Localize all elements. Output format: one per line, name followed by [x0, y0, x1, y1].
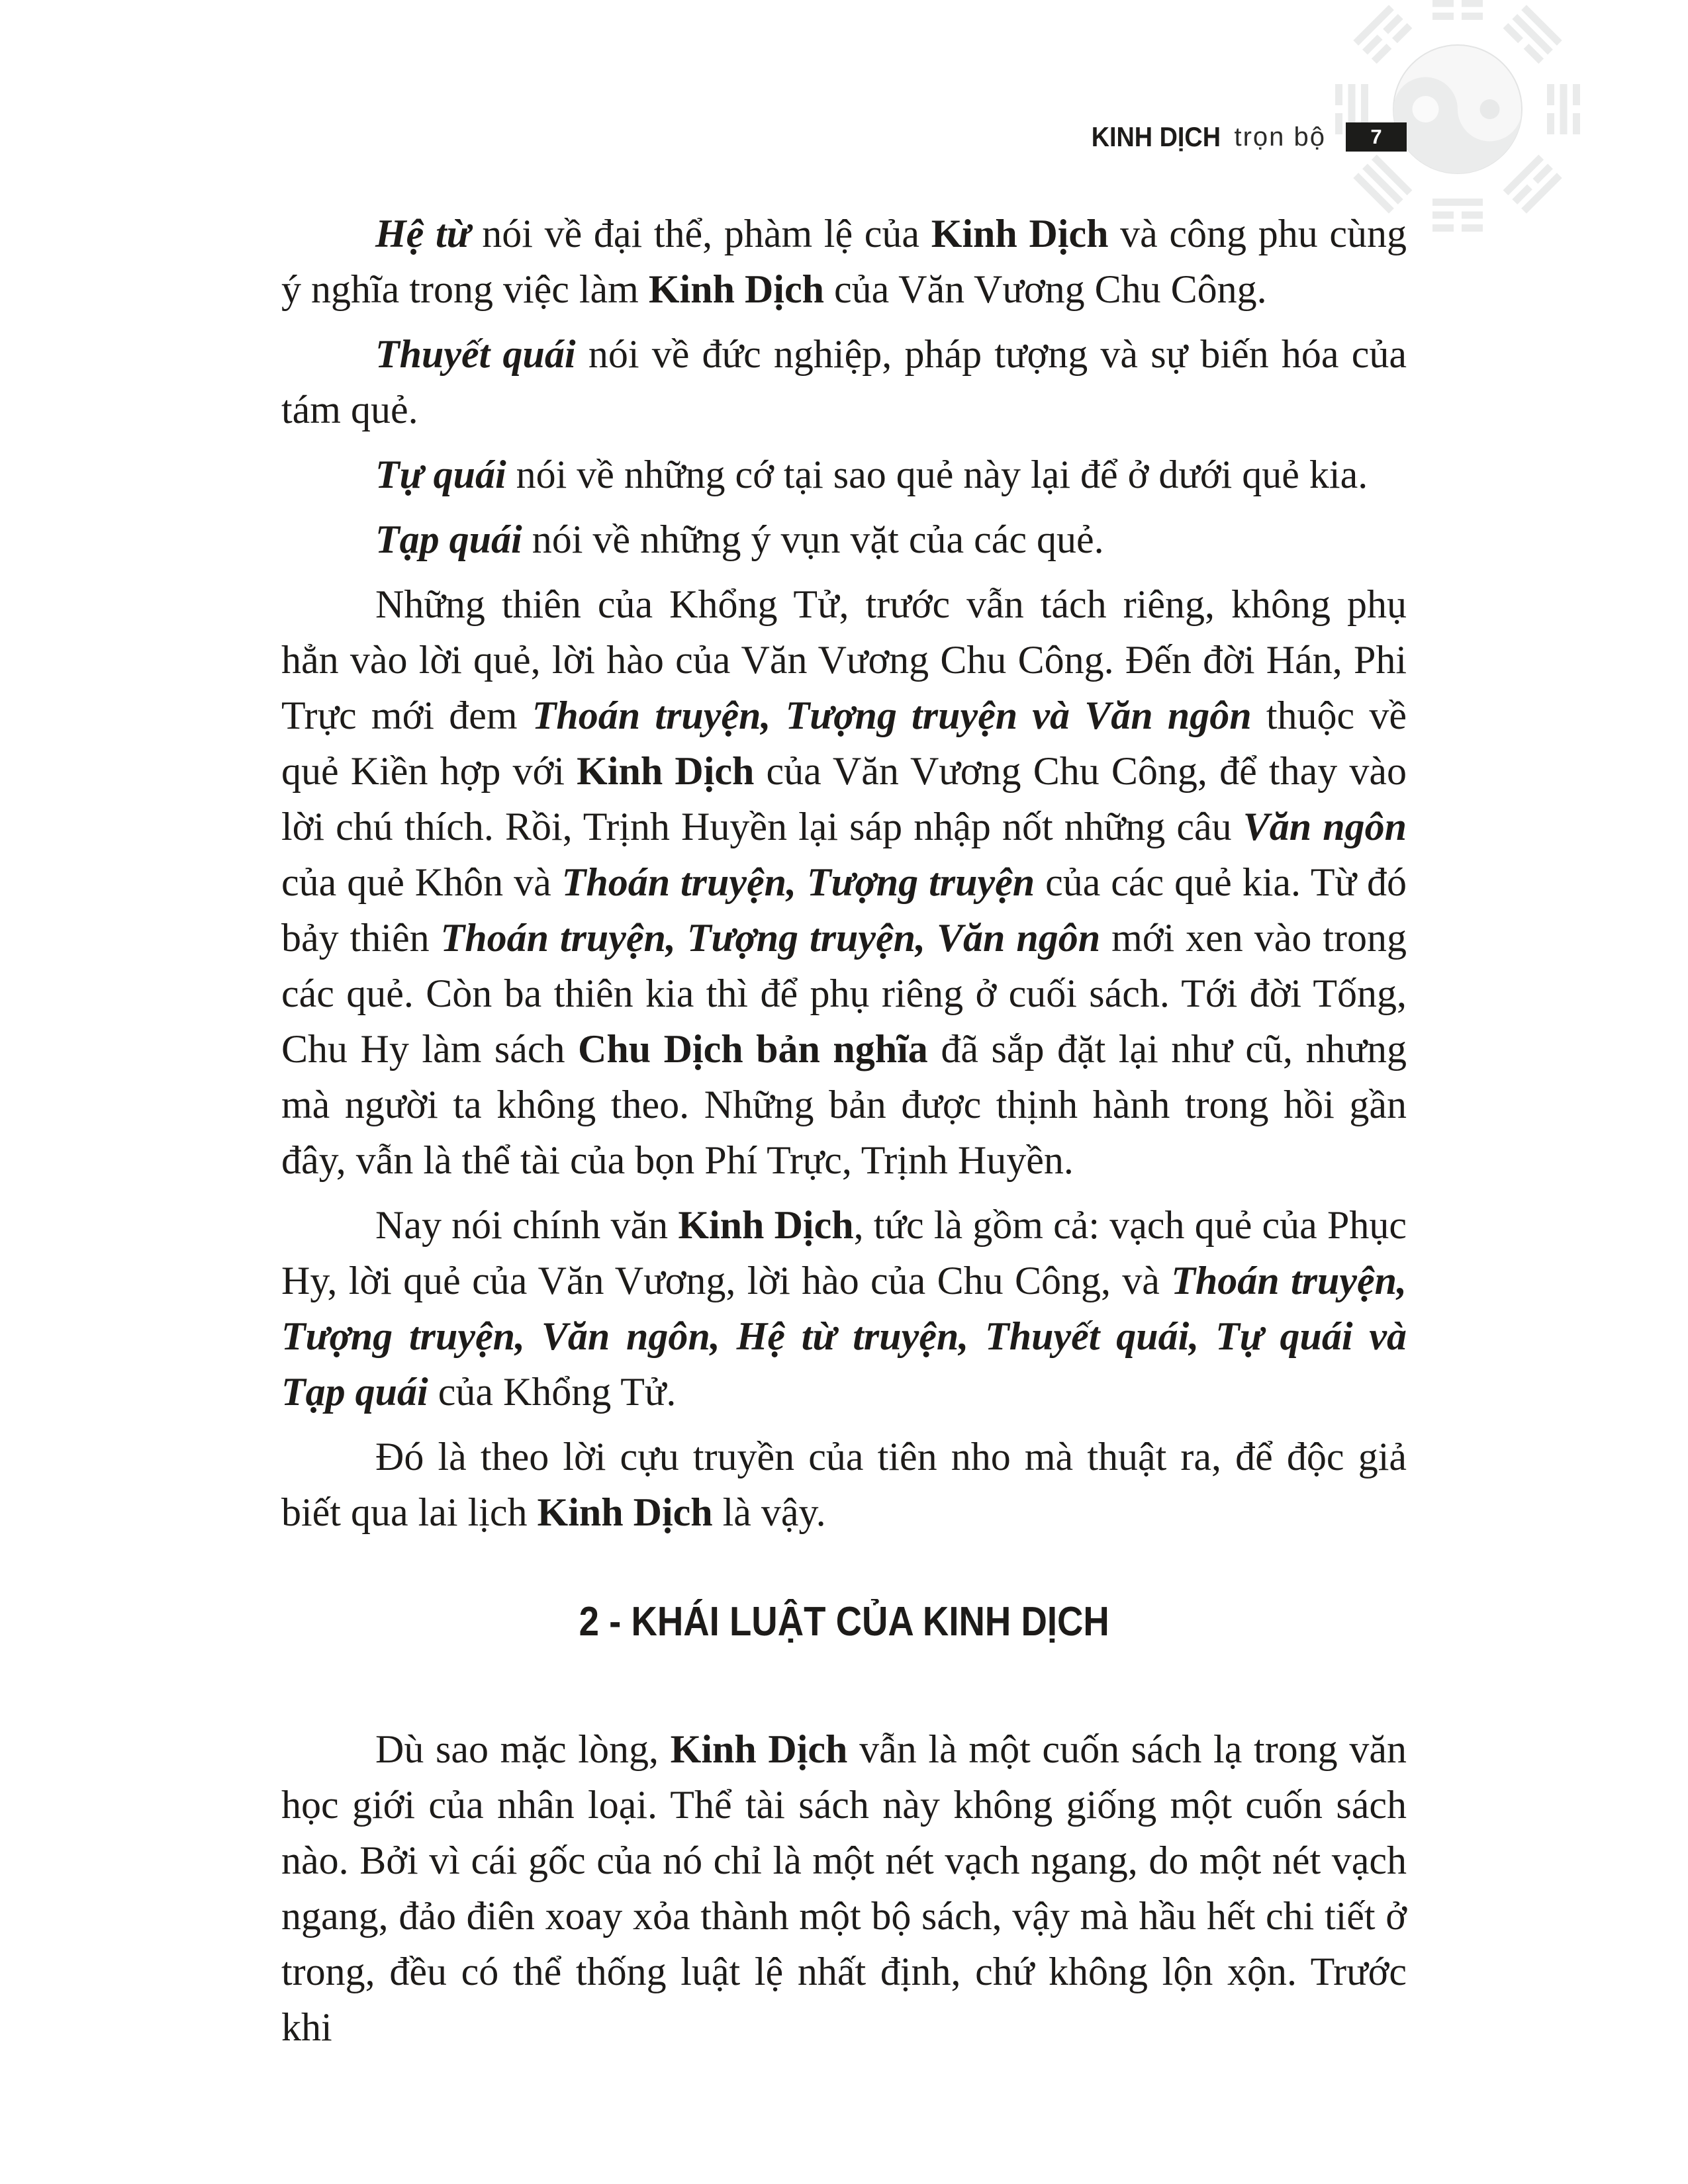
text-segment: Thoán truyện, Tượng truyện và Văn ngôn	[532, 694, 1266, 737]
text-segment: Đó là theo lời cựu truyền của tiên nho mà thuật ra, để độc giả biết qua lai lịch	[281, 1435, 1407, 1534]
text-segment: là vậy.	[722, 1490, 826, 1534]
page-header	[281, 122, 1407, 152]
text-segment: Kinh Dịch	[537, 1490, 723, 1534]
text-segment: , tức là gồm cả: vạch quẻ của Phục Hy, lời quẻ của Văn Vương, lời hào của Chu Công, và	[281, 1203, 1407, 1302]
text-segment: mới xen vào trong các quẻ. Còn ba thiên kia thì để phụ riêng ở cuối sách. Tới đời Tống, Chu Hy làm sách	[281, 916, 1407, 1071]
page-content	[281, 206, 1407, 2064]
text-segment: Kinh Dịch	[931, 212, 1121, 255]
text-segment: của Văn Vương Chu Công.	[833, 267, 1267, 311]
text-segment: của các quẻ kia. Từ đó bảy thiên	[281, 860, 1407, 960]
yinyang-light-dot	[1413, 96, 1439, 122]
section-heading: 2 - KHÁI LUẬT CỦA KINH DỊCH	[579, 1599, 1109, 1645]
text-segment: Thoán truyện, Tượng truyện, Văn ngôn, Hệ từ truyện, Thuyết quái, Tự quái và Tạp quái	[281, 1259, 1407, 1414]
paragraph	[281, 576, 1407, 1188]
text-segment: của Văn Vương Chu Công, để thay vào lời chú thích. Rồi, Trịnh Huyền lại sáp nhập nốt những câu	[281, 749, 1407, 848]
text-segment: Nay nói chính văn	[375, 1203, 679, 1247]
text-segment: Văn ngôn	[1243, 805, 1407, 848]
text-segment: nói về những cớ tại sao quẻ này lại để ở dưới quẻ kia.	[516, 453, 1368, 496]
paragraph	[281, 447, 1407, 502]
book-subtitle: trọn bộ	[1234, 122, 1326, 152]
text-segment: Tạp quái	[375, 518, 532, 561]
text-segment: Chu Dịch bản nghĩa	[578, 1027, 941, 1071]
text-segment: Những thiên của Khổng Tử, trước vẫn tách riêng, không phụ hẳn vào lời quẻ, lời hào của Văn Vương Chu Công. Đến đời Hán, Phi Trực mới đem	[281, 582, 1407, 737]
paragraph	[281, 1721, 1407, 2055]
paragraph	[281, 1197, 1407, 1420]
paragraph	[281, 206, 1407, 317]
paragraph	[281, 1429, 1407, 1540]
text-segment: Kinh Dịch	[678, 1203, 854, 1247]
text-segment: Kinh Dịch	[648, 267, 834, 311]
text-segment: Tự quái	[375, 453, 516, 496]
text-segment: Thoán truyện, Tượng truyện, Văn ngôn	[440, 916, 1112, 960]
text-segment: Kinh Dịch	[577, 749, 767, 793]
text-segment: Thoán truyện, Tượng truyện	[561, 860, 1046, 904]
text-segment: thuộc về quẻ Kiền hợp với	[281, 694, 1407, 793]
text-segment: của Khổng Tử.	[438, 1370, 677, 1414]
page-number-badge: 7	[1346, 122, 1407, 152]
text-segment: Kinh Dịch	[670, 1727, 860, 1771]
text-segment: nói về đại thể, phàm lệ của	[482, 212, 931, 255]
text-segment: nói về đức nghiệp, pháp tượng và sự biến hóa của tám quẻ.	[281, 332, 1407, 432]
text-segment: và công phu cùng ý nghĩa trong việc làm	[281, 212, 1407, 311]
paragraph	[281, 326, 1407, 437]
text-segment: Thuyết quái	[375, 332, 588, 376]
text-segment: nói về những ý vụn vặt của các quẻ.	[532, 518, 1104, 561]
text-segment: Dù sao mặc lòng,	[375, 1727, 671, 1771]
book-title: KINH DỊCH	[1092, 121, 1221, 152]
text-segment: đã sắp đặt lại như cũ, nhưng mà người ta không theo. Những bản được thịnh hành trong hồi gần đây, vẫn là thể tài của bọn Phí Trực, Trịnh Huyền.	[281, 1027, 1407, 1182]
text-segment: Hệ từ	[375, 212, 483, 255]
yinyang-dark-dot	[1480, 99, 1500, 119]
text-segment: vẫn là một cuốn sách lạ trong văn học giới của nhân loại. Thể tài sách này không giống một cuốn sách nào. Bởi vì cái gốc của nó chỉ là một nét vạch ngang, do một nét vạch ngang, đảo điên xoay xỏa thành một bộ sách, vậy mà hầu hết chi tiết ở trong, đều có thể thống luật lệ nhất định, chứ không lộn xộn. Trước khi	[281, 1727, 1407, 2049]
paragraph	[281, 512, 1407, 567]
text-segment: của quẻ Khôn và	[281, 860, 562, 904]
